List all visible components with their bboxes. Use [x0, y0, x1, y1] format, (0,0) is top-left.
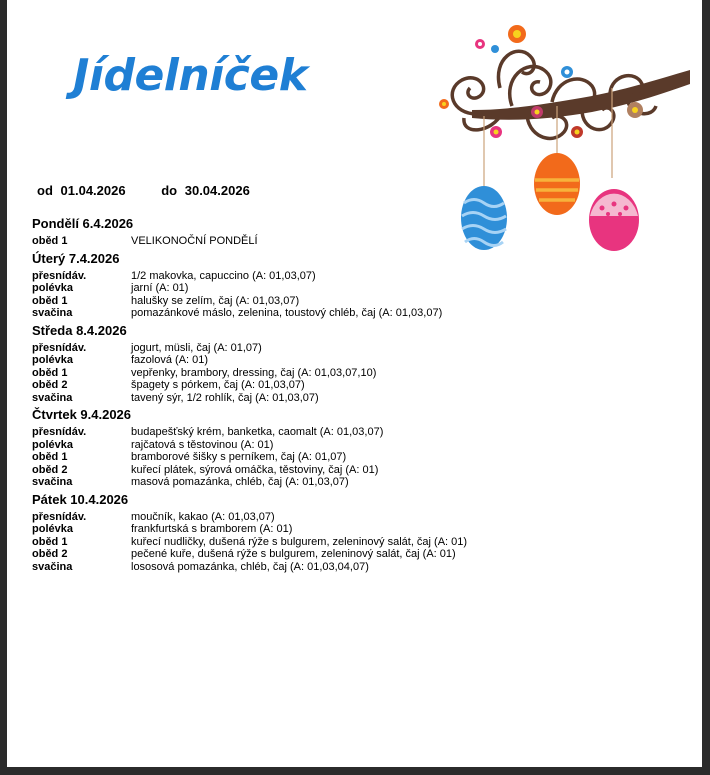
dish-description: kuřecí plátek, sýrová omáčka, těstoviny, čaj (A: 01) — [131, 463, 379, 476]
meal-type: polévka — [32, 354, 73, 366]
day-section — [32, 323, 652, 405]
dish-description: lososová pomazánka, chléb, čaj (A: 01,03,04,07) — [131, 560, 369, 573]
to-label: do — [161, 183, 178, 198]
day-section — [32, 251, 652, 320]
day-section — [32, 407, 652, 489]
meal-type: polévka — [32, 523, 73, 535]
meal-type: přesnídáv. — [32, 510, 87, 523]
menu-row — [32, 379, 652, 392]
dish-description: pomazánkové máslo, zelenina, toustový chléb, čaj (A: 01,03,07) — [131, 307, 443, 319]
menu-row — [32, 342, 652, 355]
menu-row — [32, 561, 652, 574]
meal-type: oběd 2 — [32, 463, 68, 476]
meal-type: polévka — [32, 282, 73, 294]
dish-description: vepřenky, brambory, dressing, čaj (A: 01,03,07,10) — [131, 366, 377, 379]
dish-description: moučník, kakao (A: 01,03,07) — [131, 510, 275, 523]
day-heading: Pondělí 6.4.2026 — [32, 216, 134, 231]
dish-description: frankfurtská s bramborem (A: 01) — [131, 523, 293, 535]
menu-row — [32, 270, 652, 283]
dish-description: kuřecí nudličky, dušená rýže s bulgurem, zeleninový salát, čaj (A: 01) — [131, 535, 468, 548]
meal-type: přesnídáv. — [32, 426, 87, 438]
dish-description: jogurt, müsli, čaj (A: 01,07) — [131, 341, 262, 354]
dish-description: pečené kuře, dušená rýže s bulgurem, zeleninový salát, čaj (A: 01) — [131, 548, 456, 560]
meal-type: polévka — [32, 438, 73, 451]
meal-type: oběd 1 — [32, 294, 68, 307]
bottom-bar — [0, 767, 710, 775]
menu-row — [32, 548, 652, 561]
menu-row — [32, 282, 652, 295]
menu-row — [32, 392, 652, 405]
menu-row — [32, 307, 652, 320]
meal-type: svačina — [32, 560, 73, 573]
day-heading: Pátek 10.4.2026 — [32, 491, 129, 507]
menu-days — [32, 216, 652, 576]
menu-page — [7, 0, 702, 767]
dish-description: budapešťský krém, banketka, caomalt (A: 01,03,07) — [131, 426, 384, 438]
menu-row — [32, 295, 652, 308]
menu-row — [32, 511, 652, 524]
dish-description: VELIKONOČNÍ PONDĚLÍ — [131, 235, 258, 247]
menu-row — [32, 439, 652, 452]
menu-row — [32, 426, 652, 439]
meal-type: oběd 2 — [32, 379, 68, 391]
dish-description: fazolová (A: 01) — [131, 354, 209, 366]
meal-type: svačina — [32, 476, 73, 488]
day-section — [32, 492, 652, 574]
dish-description: bramborové šišky s perníkem, čaj (A: 01,07) — [131, 451, 347, 463]
menu-row — [32, 235, 652, 248]
meal-type: přesnídáv. — [32, 341, 87, 354]
meal-type: oběd 1 — [32, 235, 68, 247]
dish-description: masová pomazánka, chléb, čaj (A: 01,03,07) — [131, 476, 349, 488]
meal-type: oběd 2 — [32, 548, 68, 560]
to-date: 30.04.2026 — [184, 183, 250, 198]
day-heading: Úterý 7.4.2026 — [32, 250, 120, 266]
meal-type: oběd 1 — [32, 451, 68, 463]
menu-row — [32, 476, 652, 489]
date-range — [37, 183, 250, 198]
meal-type: oběd 1 — [32, 366, 68, 379]
dish-description: jarní (A: 01) — [131, 282, 189, 294]
menu-row — [32, 464, 652, 477]
dish-description: rajčatová s těstovinou (A: 01) — [131, 438, 274, 451]
menu-row — [32, 367, 652, 380]
dish-description: 1/2 makovka, capuccino (A: 01,03,07) — [131, 269, 316, 282]
dish-description: halušky se zelím, čaj (A: 01,03,07) — [131, 294, 300, 307]
day-heading: Čtvrtek 9.4.2026 — [32, 407, 132, 422]
menu-row — [32, 451, 652, 464]
menu-row — [32, 523, 652, 536]
meal-type: svačina — [32, 391, 73, 404]
dish-description: tavený sýr, 1/2 rohlík, čaj (A: 01,03,07) — [131, 391, 319, 404]
menu-row — [32, 354, 652, 367]
meal-type: oběd 1 — [32, 535, 68, 548]
from-label: od — [37, 183, 53, 198]
meal-type: přesnídáv. — [32, 269, 87, 282]
dish-description: špagety s pórkem, čaj (A: 01,03,07) — [131, 379, 305, 391]
meal-type: svačina — [32, 307, 73, 319]
day-heading: Středa 8.4.2026 — [32, 322, 127, 338]
from-date: 01.04.2026 — [60, 183, 126, 198]
menu-row — [32, 536, 652, 549]
page-title: Jídelníček — [73, 50, 308, 101]
day-section — [32, 216, 652, 248]
